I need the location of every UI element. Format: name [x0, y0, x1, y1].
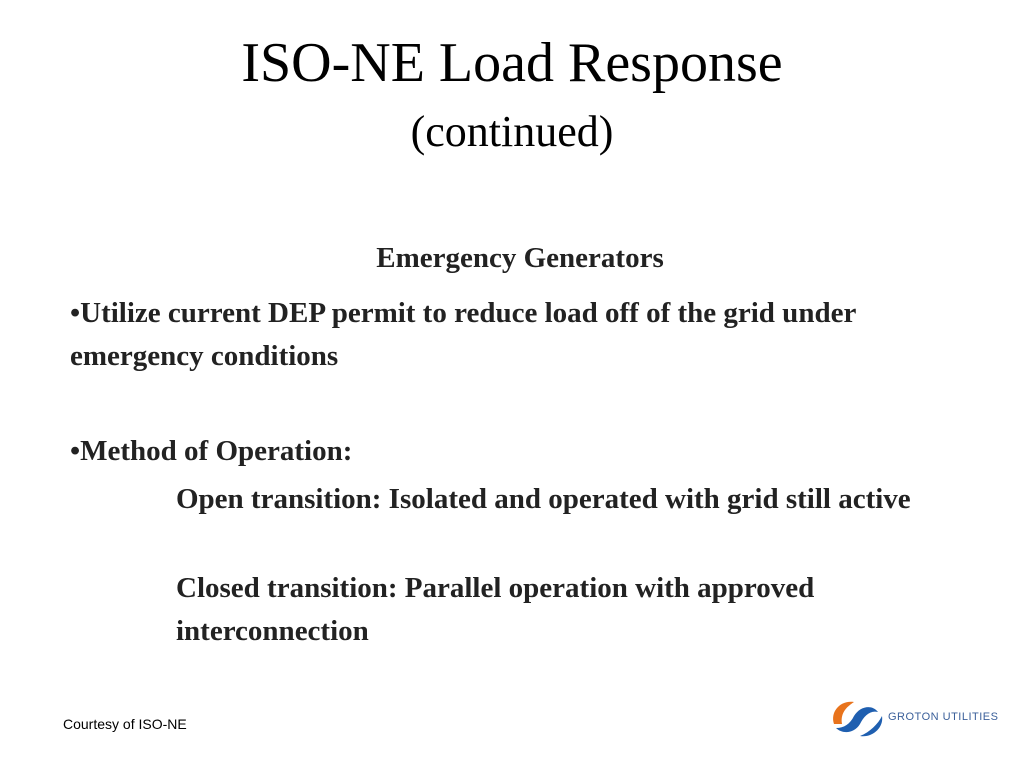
- logo-text: GROTON UTILITIES: [888, 711, 999, 723]
- sub-item-open-transition: Open transition: Isolated and operated with grid still active: [176, 483, 911, 515]
- section-heading: Emergency Generators: [376, 242, 664, 274]
- groton-utilities-logo: [826, 694, 999, 744]
- bullet-method-of-operation: •Method of Operation:: [70, 435, 353, 467]
- courtesy-note: Courtesy of ISO-NE: [63, 716, 187, 732]
- groton-utilities-logo-icon: [826, 694, 888, 744]
- slide-title: ISO-NE Load Response: [241, 32, 783, 94]
- bullet-dep-permit: •Utilize current DEP permit to reduce load off of the grid under emergency conditions: [70, 297, 856, 372]
- slide-subtitle: (continued): [410, 107, 614, 156]
- sub-item-closed-transition: Closed transition: Parallel operation with approved interconnection: [176, 572, 815, 647]
